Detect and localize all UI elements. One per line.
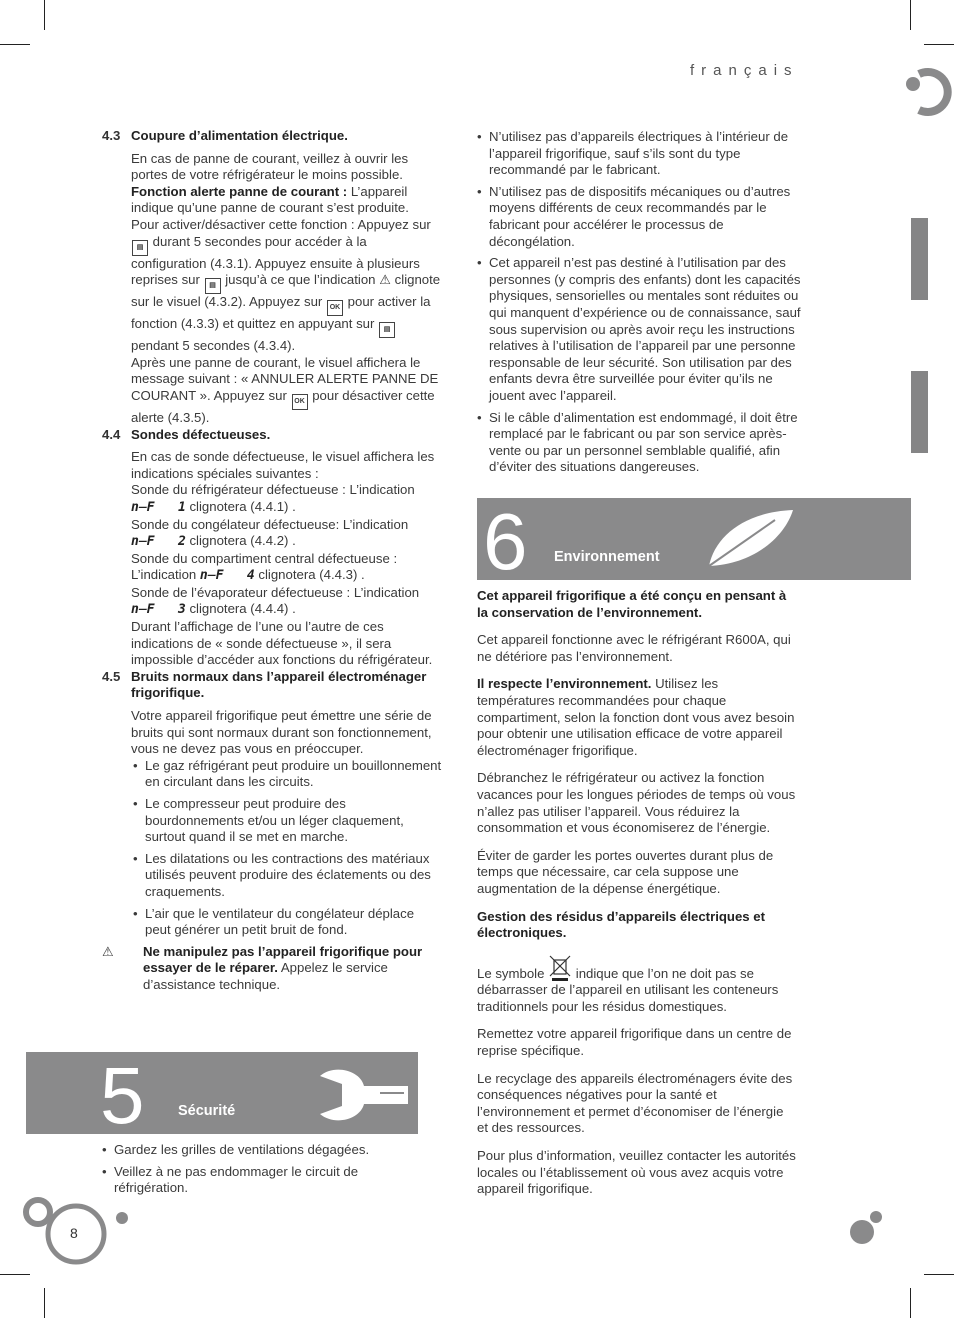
- lcd-code: n̶F 2: [131, 534, 186, 550]
- warning-note: ⚠ Ne manipulez pas l’appareil frigorifique pour essayer de le réparer. Appelez le service d’assistance technique.: [102, 943, 423, 992]
- section-number: 4.4: [102, 426, 121, 442]
- list-item: • Si le câble d’alimentation est endommagé, il doit être remplacé par le fabricant ou par son service après-vente ou par un personnel semblable qualifié, afin d’éviter des situations dangereuses.: [477, 410, 807, 476]
- ok-button-icon: OK: [327, 300, 343, 316]
- section-label: Environnement: [554, 549, 660, 565]
- side-tab: [911, 371, 928, 453]
- list-item: • Gardez les grilles de ventilations dégagées.: [102, 1142, 422, 1159]
- paragraph: Sonde du congélateur défectueuse: L’indication n̶F 2 clignotera (4.4.2) .: [131, 516, 409, 550]
- lcd-code: n̶F 3: [131, 602, 186, 618]
- section-title: Bruits normaux dans l’appareil électroménager frigorifique.: [131, 668, 427, 701]
- crop-mark: [924, 44, 954, 45]
- list-item: • L’air que le ventilateur du congélateur déplace peut générer un petit bruit de fond.: [133, 906, 442, 939]
- paragraph: Votre appareil frigorifique peut émettre une série de bruits qui sont normaux durant son fonctionnement, vous ne devez pas vous en préoccuper.: [131, 708, 432, 757]
- menu-button-icon: ▤: [205, 278, 221, 294]
- paragraph: Fonction alerte panne de courant : L’appareil indique qu’une panne de courant s’est produite.: [131, 183, 409, 216]
- leaf-icon: [705, 506, 797, 570]
- paragraph: Il respecte l’environnement. Utilisez les températures recommandées pour chaque compartiment, selon la fonction dont vous avez besoin pour obtenir une utilisation efficace de votre appareil électroménager frigorifique.: [477, 676, 795, 758]
- crossed-bin-icon: [548, 954, 572, 982]
- paragraph: Pour plus d’information, veuillez contacter les autorités locales ou l’établissement où vous avez acquis votre appareil frigorifique.: [477, 1148, 796, 1197]
- env-title: Cet appareil frigorifique a été conçu en pensant à la conservation de l’environnement.: [477, 588, 787, 620]
- page-number-circle-icon: [22, 1190, 134, 1266]
- section-label: Sécurité: [178, 1103, 236, 1119]
- section-banner-securite: [26, 1051, 418, 1140]
- section-number: 4.3: [102, 128, 121, 143]
- list-item: • Le compresseur peut produire des bourdonnements et/ou un léger claquement, surtout quand il se met en marche.: [133, 796, 442, 846]
- left-column: [102, 128, 442, 994]
- ok-button-icon: OK: [292, 394, 308, 410]
- list-item: • Veillez à ne pas endommager le circuit de réfrigération.: [102, 1164, 422, 1197]
- section-number: 4.5: [102, 668, 121, 684]
- paragraph: En cas de panne de courant, veillez à ouvrir les portes de votre réfrigérateur le moins possible.: [131, 150, 409, 183]
- decorative-circle-icon: [905, 66, 954, 126]
- section-title: Sondes défectueuses.: [131, 426, 271, 442]
- side-tab: [911, 218, 928, 300]
- paragraph: Durant l’affichage de l’une ou l’autre de ces indications de « sonde défectueuse », il sera impossible d’accéder aux fonctions du réfrigérateur.: [131, 619, 433, 668]
- crop-mark: [44, 0, 45, 30]
- decorative-dots-icon: [846, 1208, 886, 1248]
- list-item: • Les dilatations ou les contractions des matériaux utilisés peuvent produire des éclatements ou des craquements.: [133, 851, 442, 901]
- crop-mark: [0, 1274, 30, 1275]
- page-number: 8: [70, 1225, 78, 1241]
- section-number: 6: [483, 497, 528, 586]
- list-item: • Cet appareil n’est pas destiné à l’utilisation par des personnes (y compris des enfants) dont les capacités physiques, sensorielles ou mentales sont réduites ou qui manquent d’expérience ou de connaissance, sauf sous supervision ou après avoir reçu les instructions relatives à l’utilisation de l’appareil par une personne responsable de leur sécurité. Son utilisation par des enfants devra être surveillée pour éviter qu’ils ne jouent avec l’appareil.: [477, 255, 807, 404]
- safety-list: [102, 1142, 422, 1202]
- paragraph: Cet appareil fonctionne avec le réfrigérant R600A, qui ne détériore pas l’environnement.: [477, 632, 791, 664]
- section-title: Coupure d’alimentation électrique.: [131, 128, 348, 143]
- crop-mark: [924, 1274, 954, 1275]
- paragraph: Remettez votre appareil frigorifique dans un centre de reprise spécifique.: [477, 1026, 792, 1059]
- language-label: français: [690, 62, 799, 79]
- right-bullets: [477, 129, 807, 481]
- menu-button-icon: ▤: [379, 322, 395, 338]
- section-number: 5: [100, 1051, 145, 1140]
- crop-mark: [910, 0, 911, 30]
- list-item: • Le gaz réfrigérant peut produire un bouillonnement en circulant dans les circuits.: [133, 758, 442, 791]
- crop-mark: [0, 44, 30, 45]
- list-item: • N’utilisez pas d’appareils électriques à l’intérieur de l’appareil frigorifique, sauf s’ils sont du type recommandé par le fabricant.: [477, 129, 807, 179]
- paragraph: Éviter de garder les portes ouvertes durant plus de temps que nécessaire, car cela suppose une augmentation de la dépense énergétique.: [477, 847, 774, 896]
- paragraph: Le symbole indique que l’on ne doit pas se débarrasser de l’appareil en utilisant les conteneurs traditionnels pour les résidus domestiques.: [477, 954, 797, 1016]
- lcd-code: n̶F 1: [131, 499, 186, 515]
- paragraph: Le recyclage des appareils électroménagers évite des conséquences négatives pour la santé et l’environnement et permet d’économiser de l’énergie et des ressources.: [477, 1070, 793, 1136]
- paragraph: Sonde du compartiment central défectueuse : L’indication n̶F 4 clignotera (4.4.3) .: [131, 550, 398, 584]
- paragraph: Après une panne de courant, le visuel affichera le message suivant : « ANNULER ALERTE PANNE DE COURANT ». Appuyez sur OK pour désactiver cette alerte (4.3.5).: [131, 354, 439, 425]
- section-banner-environnement: [477, 497, 911, 586]
- crop-mark: [910, 1288, 911, 1318]
- wrench-icon: [312, 1066, 412, 1124]
- environment-text: [477, 588, 797, 1198]
- paragraph: Sonde de l’évaporateur défectueuse : L’indication n̶F 3 clignotera (4.4.4) .: [131, 584, 420, 618]
- paragraph: En cas de sonde défectueuse, le visuel affichera les indications spéciales suivantes :: [131, 449, 435, 481]
- warning-icon: ⚠: [379, 272, 392, 288]
- crop-mark: [44, 1288, 45, 1318]
- paragraph: Débranchez le réfrigérateur ou activez la fonction vacances pour les longues périodes de temps où vous n’allez pas utiliser l’appareil. Vous réduirez la consommation et vous économiserez de l’énergie.: [477, 770, 796, 836]
- paragraph: Sonde du réfrigérateur défectueuse : L’indication n̶F 1 clignotera (4.4.1) .: [131, 482, 415, 515]
- warning-icon: ⚠: [102, 943, 114, 959]
- waste-title: Gestion des résidus d’appareils électriques et électroniques.: [477, 908, 766, 941]
- lcd-code: n̶F 4: [199, 568, 255, 584]
- menu-button-icon: ▤: [132, 240, 148, 256]
- paragraph: Pour activer/désactiver cette fonction : Appuyez sur ▤ durant 5 secondes pour accéder à la configuration (4.3.1). Appuyez ensuite à plusieurs reprises sur ▤ jusqu’à ce que l’indication ⚠ clignote sur le visuel (4.3.2). Appuyez sur OK pour activer la fonction (4.3.3) et quittez en appuyant sur ▤ pendant 5 secondes (4.3.4).: [131, 216, 441, 354]
- list-item: • N’utilisez pas de dispositifs mécaniques ou d’autres moyens différents de ceux recommandés par le fabricant pour accélérer le processus de décongélation.: [477, 184, 807, 250]
